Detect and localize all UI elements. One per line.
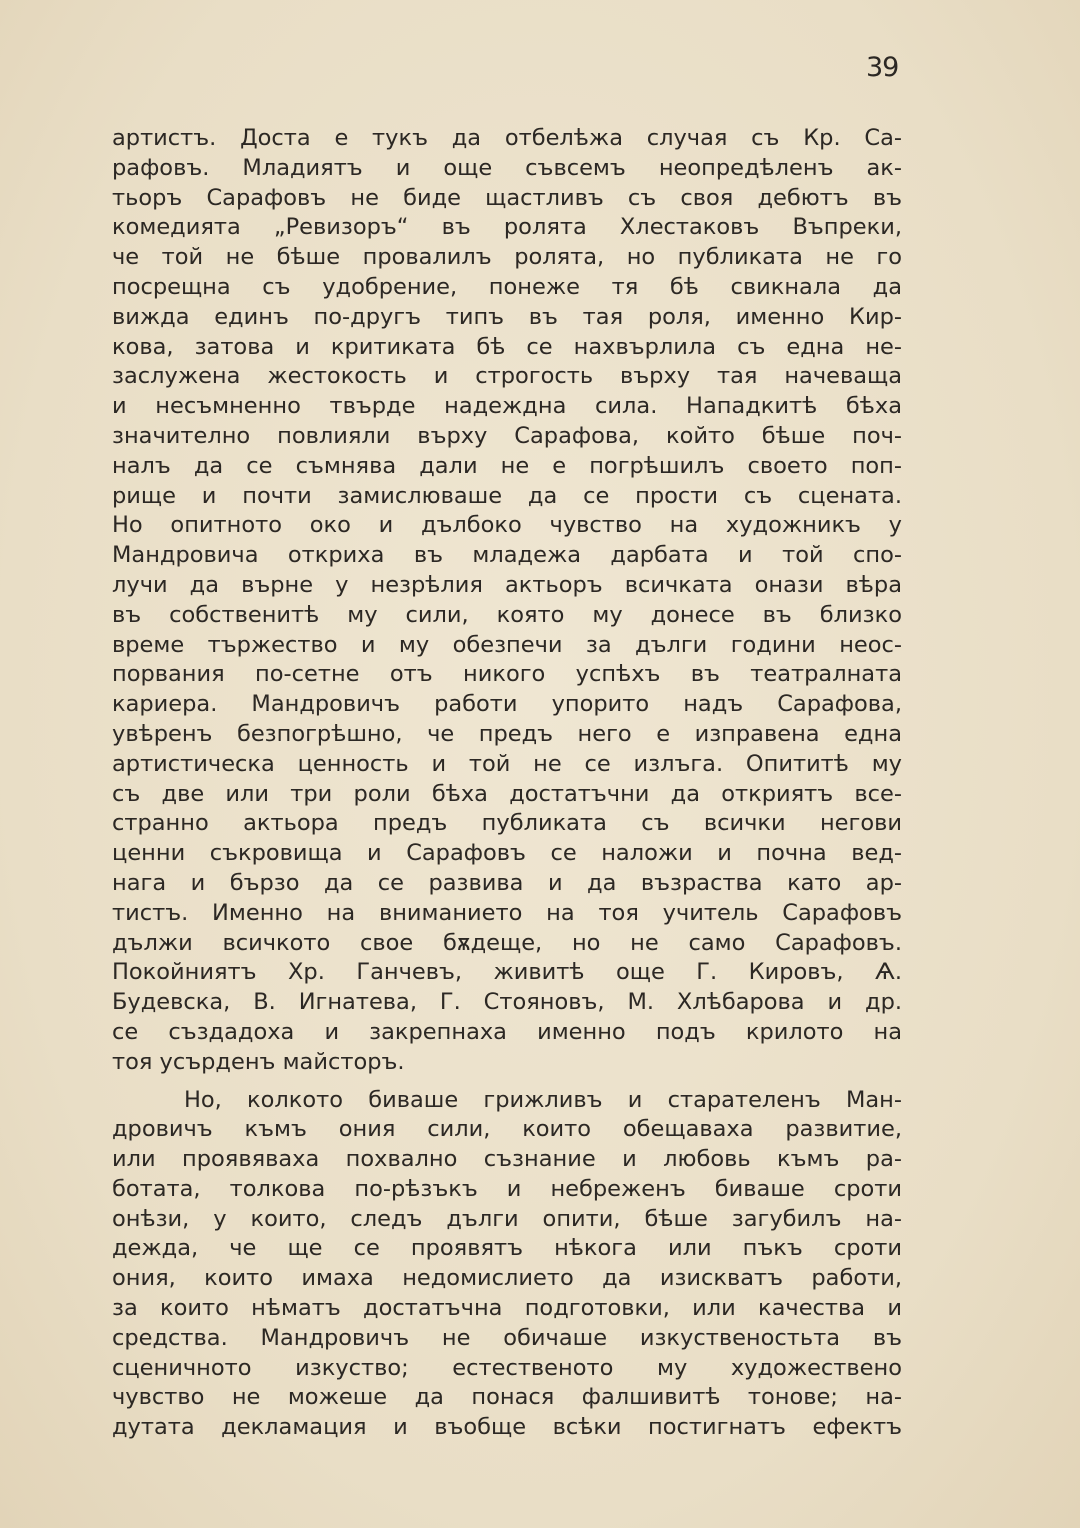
- text-line: артистъ. Доста е тукъ да отбелѣжа случая съ Кр. Са-: [112, 125, 902, 151]
- text-line: артистическа ценность и той не се излъга. Опититѣ му: [112, 750, 902, 777]
- paragraph-1: [112, 124, 902, 1078]
- text-line: средства. Мандровичъ не обичаше изкуственостьта въ: [112, 1324, 902, 1351]
- text-line: порвания по-сетне отъ никого успѣхъ въ театралната: [112, 661, 902, 688]
- text-line: дутата декламация и въобще всѣки постигнатъ ефектъ: [112, 1414, 902, 1441]
- text-line: увѣренъ безпогрѣшно, че предъ него е изправена една: [112, 720, 902, 747]
- text-line: Покойниятъ Хр. Ганчевъ, живитѣ още Г. Кировъ, Ѧ.: [112, 959, 902, 986]
- text-line: посрещна съ удобрение, понеже тя бѣ свикнала да: [112, 273, 902, 300]
- body-text: [112, 124, 902, 1443]
- text-line: значително повлияли върху Сарафова, който бѣше поч-: [112, 422, 902, 449]
- text-line: странно актьора предъ публиката съ всички негови: [112, 810, 902, 837]
- text-line: вижда единъ по-другъ типъ въ тая роля, именно Кир-: [112, 303, 902, 330]
- text-line: нага и бързо да се развива и да възраства като ар-: [112, 869, 902, 896]
- text-line: тистъ. Именно на вниманието на тоя учитель Сарафовъ: [112, 899, 902, 926]
- text-line: ценни съкровища и Сарафовъ се наложи и почна вед-: [112, 840, 902, 867]
- text-line: онѣзи, у които, следъ дълги опити, бѣше загубилъ на-: [112, 1205, 902, 1232]
- text-line: чувство не можеше да понася фалшивитѣ тонове; на-: [112, 1384, 902, 1411]
- text-line: рафовъ. Младиятъ и още съвсемъ неопредѣленъ ак-: [112, 154, 902, 181]
- text-line: Мандровича откриха въ младежа дарбата и той спо-: [112, 542, 902, 569]
- text-line: се създадоха и закрепнаха именно подъ крилото на: [112, 1018, 902, 1045]
- text-line: тоя усърденъ майсторъ.: [112, 1048, 405, 1075]
- text-line: Будевска, В. Игнатева, Г. Стояновъ, М. Хлѣбарова и др.: [112, 989, 902, 1016]
- text-line: дежда, че ще се проявятъ нѣкога или пъкъ сроти: [112, 1235, 902, 1262]
- text-line: или проявяваха похвално съзнание и любовь къмъ ра-: [112, 1146, 902, 1173]
- text-line: време тържество и му обезпечи за дълги години неос-: [112, 631, 902, 658]
- text-line: ботата, толкова по-рѣзъкъ и небреженъ биваше сроти: [112, 1175, 902, 1202]
- paragraph-2: [112, 1086, 902, 1444]
- text-line: комедията „Ревизоръ“ въ ролята Хлестаковъ Въпреки,: [112, 214, 902, 241]
- text-line: тьоръ Сарафовъ не биде щастливъ съ своя дебютъ въ: [112, 184, 902, 211]
- paragraph-gap: [112, 1078, 902, 1086]
- text-line: кова, затова и критиката бѣ се нахвърлила съ една не-: [112, 333, 902, 360]
- text-line: дължи всичкото свое бѫдеще, но не само Сарафовъ.: [112, 929, 902, 956]
- text-line: съ две или три роли бѣха достатъчни да откриятъ все-: [112, 780, 902, 807]
- text-line: че той не бѣше провалилъ ролята, но публиката не го: [112, 244, 902, 271]
- text-line: Но опитното око и дълбоко чувство на художникъ у: [112, 512, 902, 539]
- text-line: за които нѣматъ достатъчна подготовки, или качества и: [112, 1295, 902, 1322]
- text-line: сценичното изкуство; естественото му художествено: [112, 1354, 902, 1381]
- page-number: 39: [866, 52, 899, 83]
- text-line: кариера. Мандровичъ работи упорито надъ Сарафова,: [112, 691, 902, 718]
- text-line: въ собственитѣ му сили, която му донесе въ близко: [112, 601, 902, 628]
- text-line: лучи да върне у незрѣлия актьоръ всичката онази вѣра: [112, 571, 902, 598]
- text-line: налъ да се съмнява дали не е погрѣшилъ своето поп-: [112, 452, 902, 479]
- text-line: дровичъ къмъ ония сили, които обещаваха развитие,: [112, 1116, 902, 1143]
- text-line: Но, колкото биваше грижливъ и старателенъ Ман-: [184, 1086, 902, 1113]
- text-line: ония, които имаха недомислието да изискватъ работи,: [112, 1265, 902, 1292]
- text-line: заслужена жестокость и строгость върху тая начеваща: [112, 363, 902, 390]
- text-line: и несъмненно твърде надеждна сила. Нападкитѣ бѣха: [112, 393, 902, 420]
- text-line: рище и почти замислюваше да се прости съ сцената.: [112, 482, 902, 509]
